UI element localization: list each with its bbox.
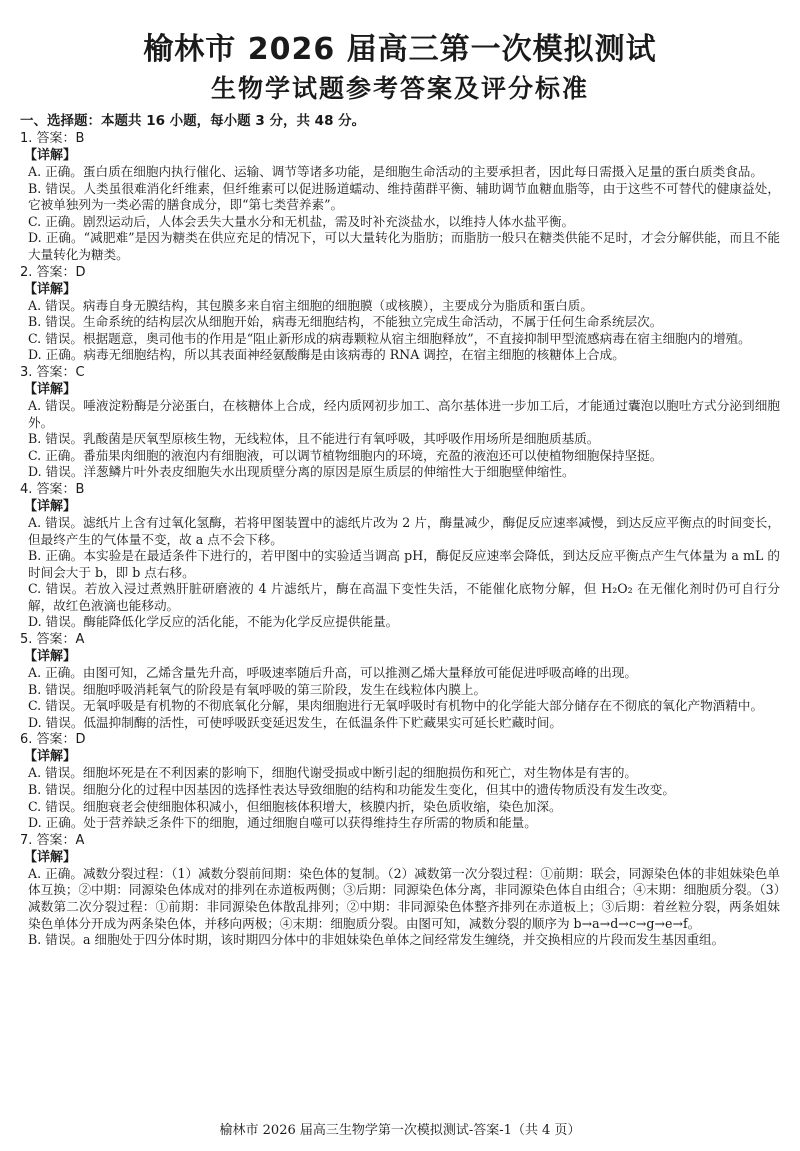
explanation-line: D. 错误。洋葱鳞片叶外表皮细胞失水出现质壁分离的原因是原生质层的伸缩性大于细胞壁伸缩性。	[28, 464, 575, 480]
explanation-line: A. 正确。减数分裂过程：（1）减数分裂前间期：染色体的复制。（2）减数第一次分裂过程：①前期：联会，同源染色体的非姐妹染色单体互换；②中期：同源染色体成对的排列在赤道板两侧；③后期：同源染色体分离，非同源染色体自由组合；④末期：细胞质分裂。（3）减数第二次分裂过程：①前期：非同源染色体散乱排列；②中期：非同源染色体整齐排列在赤道板上；③后期：着丝粒分裂，两条姐妹染色单体分开成为两条染色体，并移向两极；④末期：细胞质分裂。由图可知，减数分裂的顺序为 b→a→d→c→g→e→f。	[28, 865, 780, 931]
answer-line: 6. 答案：D	[20, 732, 86, 748]
detail-label: 【详解】	[24, 498, 77, 514]
section-heading: 一、选择题：本题共 16 小题，每小题 3 分，共 48 分。	[20, 113, 366, 129]
detail-label: 【详解】	[24, 281, 77, 297]
detail-label: 【详解】	[24, 148, 77, 163]
detail-label: 【详解】	[24, 849, 77, 865]
explanation-line: A. 错误。细胞坏死是在不利因素的影响下，细胞代谢受损或中断引起的细胞损伤和死亡，对生物体是有害的。	[28, 765, 638, 781]
question-block	[20, 130, 780, 264]
answer-line: 2. 答案：D	[20, 264, 86, 280]
answer-line: 3. 答案：C	[20, 364, 85, 380]
explanation-line: D. 正确。“减肥难”是因为糖类在供应充足的情况下，可以大量转化为脂肪；而脂肪一般只在糖类供能不足时，才会分解供能，而且不能大量转化为糖类。	[28, 230, 780, 262]
question-block	[20, 631, 780, 731]
explanation-line: C. 错误。细胞衰老会使细胞体积减小，但细胞核体积增大，核膜内折，染色质收缩，染色加深。	[28, 798, 562, 814]
answer-line: 7. 答案：A	[20, 832, 85, 848]
explanation-line: D. 正确。处于营养缺乏条件下的细胞，通过细胞自噬可以获得维持生存所需的物质和能量。	[28, 815, 537, 831]
explanation-line: D. 错误。低温抑制酶的活性，可使呼吸跃变延迟发生，在低温条件下贮藏果实可延长贮藏时间。	[28, 714, 562, 730]
explanation-line: C. 正确。剧烈运动后，人体会丢失大量水分和无机盐，需及时补充淡盐水，以维持人体水盐平衡。	[28, 213, 575, 229]
question-block	[20, 832, 780, 949]
explanation-line: A. 错误。病毒自身无膜结构，其包膜多来自宿主细胞的细胞膜（或核膜），主要成分为脂质和蛋白质。	[28, 297, 593, 313]
explanation-line: B. 错误。乳酸菌是厌氧型原核生物，无线粒体，且不能进行有氧呼吸，其呼吸作用场所是细胞质基质。	[28, 431, 600, 447]
explanation-line: A. 错误。滤纸片上含有过氧化氢酶，若将甲图装置中的滤纸片改为 2 片，酶量减少，酶促反应速率减慢，到达反应平衡点的时间变长，但最终产生的气体量不变，故 a 点不会下移。	[28, 514, 780, 547]
explanation-line: B. 正确。本实验是在最适条件下进行的，若甲图中的实验适当调高 pH，酶促反应速率会降低，到达反应平衡点产生气体量为 a mL 的时间会大于 b，即 b 点右移。	[28, 548, 780, 580]
explanation-line: B. 错误。生命系统的结构层次从细胞开始，病毒无细胞结构，不能独立完成生命活动，不属于任何生命系统层次。	[28, 314, 663, 330]
explanation-line: C. 错误。无氧呼吸是有机物的不彻底氧化分解，果肉细胞进行无氧呼吸时有机物中的化学能大部分储存在不彻底的氧化产物酒精中。	[28, 698, 764, 714]
explanation-line: D. 错误。酶能降低化学反应的活化能，不能为化学反应提供能量。	[28, 614, 399, 630]
answer-line: 1. 答案：B	[20, 131, 85, 146]
explanation-line: D. 正确。病毒无细胞结构，所以其表面神经氨酸酶是由该病毒的 RNA 调控，在宿主细胞的核糖体上合成。	[28, 347, 625, 363]
explanation-line: A. 正确。由图可知，乙烯含量先升高，呼吸速率随后升高，可以推测乙烯大量释放可能促进呼吸高峰的出现。	[28, 665, 638, 681]
questions-list	[20, 130, 780, 949]
explanation-line: B. 错误。a 细胞处于四分体时期，该时期四分体中的非姐妹染色单体之间经常发生缠绕，并交换相应的片段而发生基因重组。	[28, 932, 725, 948]
detail-label: 【详解】	[24, 649, 77, 665]
page-footer: 榆林市 2026 届高三生物学第一次模拟测试-答案-1（共 4 页）	[219, 1123, 581, 1138]
explanation-line: C. 错误。根据题意，奥司他韦的作用是“阻止新形成的病毒颗粒从宿主细胞释放”，不直接抑制甲型流感病毒在宿主细胞内的增殖。	[28, 330, 751, 346]
explanation-line: B. 错误。细胞分化的过程中因基因的选择性表达导致细胞的结构和功能发生变化，但其中的遗传物质没有发生改变。	[28, 782, 675, 798]
detail-label: 【详解】	[24, 381, 77, 397]
answer-line: 5. 答案：A	[20, 632, 85, 648]
page-subtitle: 生物学试题参考答案及评分标准	[210, 74, 589, 103]
explanation-line: C. 正确。番茄果肉细胞的液泡内有细胞液，可以调节植物细胞内的环境，充盈的液泡还可以使植物细胞保持坚挺。	[28, 447, 663, 463]
explanation-line: C. 错误。若放入浸过煮熟肝脏研磨液的 4 片滤纸片，酶在高温下变性失活，不能催化底物分解，但 H₂O₂ 在无催化剂时仍可自行分解，故红色液滴也能移动。	[28, 581, 780, 613]
explanation-line: B. 错误。人类虽很难消化纤维素，但纤维素可以促进肠道蠕动、维持菌群平衡、辅助调节血糖血脂等，由于这些不可替代的健康益处，它被单独列为一类必需的膳食成分，即“第七类营养素”。	[28, 180, 780, 213]
question-block	[20, 264, 780, 364]
question-block	[20, 481, 780, 631]
explanation-line: B. 错误。细胞呼吸消耗氧气的阶段是有氧呼吸的第三阶段，发生在线粒体内膜上。	[28, 681, 487, 697]
detail-label: 【详解】	[24, 749, 77, 765]
page-title: 榆林市 2026 届高三第一次模拟测试	[143, 32, 657, 67]
explanation-line: A. 正确。蛋白质在细胞内执行催化、运输、调节等诸多功能，是细胞生命活动的主要承担者，因此每日需摄入足量的蛋白质类食品。	[28, 164, 763, 179]
question-block	[20, 364, 780, 481]
answer-line: 4. 答案：B	[20, 481, 85, 497]
question-block	[20, 731, 780, 831]
explanation-line: A. 错误。唾液淀粉酶是分泌蛋白，在核糖体上合成，经内质网初步加工、高尔基体进一步加工后，才能通过囊泡以胞吐方式分泌到细胞外。	[28, 397, 780, 430]
